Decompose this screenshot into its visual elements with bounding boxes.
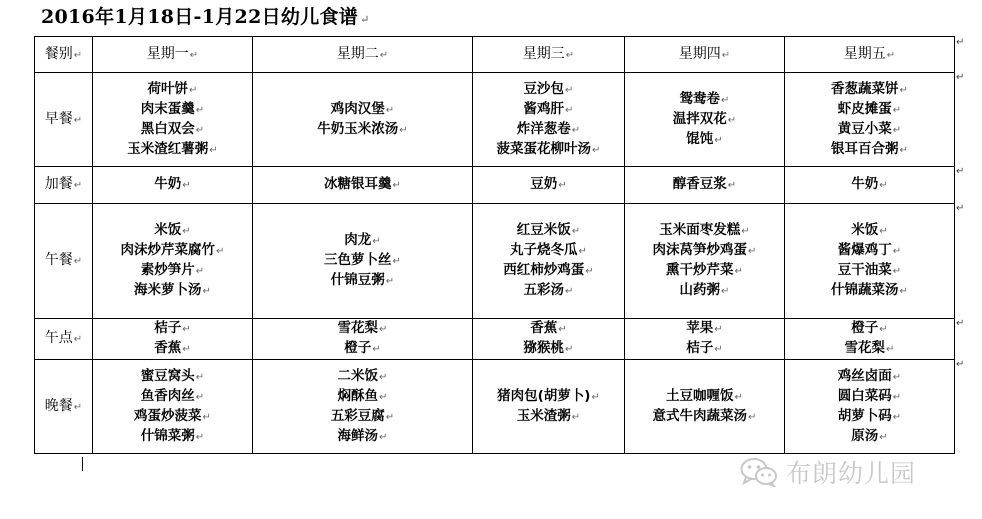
menu-item-text: 米饭 (154, 222, 182, 238)
menu-item (473, 221, 624, 241)
paragraph-mark: ↵ (892, 246, 902, 257)
paragraph-mark: ↵ (721, 94, 730, 106)
menu-item (473, 339, 624, 359)
paragraph-mark: ↵ (892, 266, 902, 277)
menu-item (625, 319, 784, 339)
menu-cell (625, 319, 785, 360)
menu-item-text: 丸子烧冬瓜 (510, 242, 578, 258)
menu-item (785, 175, 954, 195)
menu-cell (785, 319, 955, 360)
menu-item (785, 427, 954, 447)
corner-header-label: 餐别 (44, 45, 73, 62)
meal-label-cell (35, 204, 93, 319)
menu-item-text: 猕猴桃 (523, 340, 565, 356)
menu-item (785, 261, 954, 281)
row-end-mark: ↵ (956, 166, 965, 177)
menu-item-text: 红豆米饭 (516, 222, 571, 238)
menu-item (253, 339, 472, 359)
day-header-label: 星期五 (843, 45, 886, 62)
day-header-cell (785, 37, 955, 73)
menu-item (625, 407, 784, 427)
corner-header-cell (35, 37, 93, 73)
row-end-mark: ↵ (956, 72, 965, 83)
paragraph-mark: ↵ (73, 401, 83, 413)
table-header-row (35, 37, 955, 73)
menu-item (625, 261, 784, 281)
paragraph-mark: ↵ (565, 84, 574, 96)
meal-label-cell (35, 73, 93, 167)
menu-item-text: 香蕉 (154, 340, 182, 356)
menu-item-text: 熏干炒芹菜 (666, 262, 734, 278)
row-end-mark: ↵ (956, 318, 965, 329)
paragraph-mark: ↵ (558, 324, 567, 335)
menu-item-text: 酱爆鸡丁 (837, 242, 892, 258)
meal-row (35, 319, 955, 360)
paragraph-mark: ↵ (379, 371, 388, 383)
menu-cell (253, 167, 473, 204)
menu-item-text: 肉龙 (344, 232, 372, 248)
menu-item (93, 367, 252, 387)
menu-item (253, 175, 472, 195)
paragraph-mark: ↵ (892, 411, 902, 423)
menu-item-text: 鸡蛋炒菠菜 (134, 407, 202, 424)
menu-item (253, 271, 472, 291)
paragraph-mark: ↵ (385, 104, 395, 116)
meal-row (35, 73, 955, 167)
paragraph-mark: ↵ (195, 266, 205, 277)
paragraph-mark: ↵ (399, 124, 408, 136)
menu-item (253, 231, 472, 251)
menu-item (93, 241, 252, 261)
day-header-cell (625, 37, 785, 73)
menu-item-text: 什锦豆粥 (330, 272, 385, 288)
paragraph-mark: ↵ (879, 226, 888, 237)
paragraph-mark: ↵ (892, 124, 902, 136)
paragraph-mark: ↵ (73, 256, 83, 267)
paragraph-mark: ↵ (385, 276, 395, 287)
paragraph-mark: ↵ (721, 286, 730, 297)
menu-item (785, 100, 954, 120)
paragraph-mark: ↵ (202, 411, 211, 423)
menu-item-text: 豆奶 (530, 176, 558, 192)
menu-item-text: 肉沫莴笋炒鸡蛋 (652, 242, 748, 258)
meal-label: 加餐 (44, 176, 73, 192)
menu-item-text: 橙子 (344, 340, 372, 356)
menu-cell (253, 360, 473, 454)
day-header-cell (473, 37, 625, 73)
paragraph-mark: ↵ (195, 431, 205, 443)
paragraph-mark: ↵ (571, 411, 581, 423)
menu-cell (625, 73, 785, 167)
menu-item-text: 肉末蛋羹 (140, 100, 195, 117)
row-end-mark: ↵ (956, 359, 965, 370)
menu-cell (785, 360, 955, 454)
menu-item-text: 什锦蔬菜汤 (831, 282, 899, 298)
paragraph-mark: ↵ (741, 226, 750, 237)
menu-item (785, 339, 954, 359)
paragraph-mark: ↵ (195, 124, 205, 136)
menu-item (785, 80, 954, 100)
menu-item (625, 110, 784, 130)
menu-item (473, 175, 624, 195)
paragraph-mark: ↵ (565, 104, 574, 116)
menu-item (625, 90, 784, 110)
paragraph-mark: ↵ (892, 104, 902, 116)
paragraph-mark: ↵ (727, 114, 737, 126)
menu-item-text: 桔子 (686, 340, 714, 356)
menu-item-text: 桔子 (154, 320, 182, 336)
menu-item (253, 100, 472, 120)
paragraph-mark: ↵ (892, 371, 902, 383)
menu-item (625, 339, 784, 359)
menu-item-text: 海鲜汤 (337, 427, 379, 444)
paragraph-mark: ↵ (571, 226, 581, 237)
row-end-mark: ↵ (956, 37, 965, 48)
paragraph-mark: ↵ (195, 391, 205, 403)
menu-item (93, 100, 252, 120)
menu-item-text: 黄豆小菜 (837, 120, 892, 137)
menu-item-text: 什锦菜粥 (140, 427, 195, 444)
menu-item-text: 蜜豆窝头 (140, 367, 195, 384)
menu-item (93, 221, 252, 241)
menu-item-text: 牛奶玉米浓汤 (317, 120, 399, 137)
meal-label: 午餐 (44, 252, 73, 268)
menu-item-text: 猪肉包(胡萝卜) (497, 387, 591, 404)
watermark (740, 454, 916, 490)
menu-item-text: 西红柿炒鸡蛋 (503, 262, 585, 278)
day-header-label: 星期一 (146, 45, 189, 62)
menu-item-text: 玉米渣粥 (516, 407, 571, 424)
menu-item (785, 221, 954, 241)
day-header-cell (93, 37, 253, 73)
paragraph-mark: ↵ (879, 431, 888, 443)
menu-item (473, 261, 624, 281)
menu-item-text: 香蕉 (530, 320, 558, 336)
menu-item-text: 五彩汤 (523, 282, 565, 298)
menu-item (253, 251, 472, 271)
menu-cell (473, 319, 625, 360)
menu-item (93, 319, 252, 339)
document-title (41, 2, 370, 29)
menu-item-text: 焖酥鱼 (337, 387, 379, 404)
paragraph-mark: ↵ (379, 391, 388, 403)
menu-item (625, 387, 784, 407)
paragraph-mark: ↵ (202, 286, 211, 297)
menu-cell (473, 204, 625, 319)
meal-label-cell (35, 167, 93, 204)
paragraph-mark: ↵ (558, 180, 567, 191)
menu-item (93, 80, 252, 100)
menu-item (93, 339, 252, 359)
paragraph-mark: ↵ (182, 344, 191, 355)
menu-item-text: 鸡肉汉堡 (330, 100, 385, 117)
menu-item-text: 鱼香肉丝 (140, 387, 195, 404)
menu-item (93, 120, 252, 140)
paragraph-mark: ↵ (182, 324, 191, 335)
paragraph-mark: ↵ (734, 266, 743, 277)
paragraph-mark: ↵ (886, 49, 896, 61)
menu-item (625, 281, 784, 301)
menu-item-text: 肉沫炒芹菜腐竹 (120, 242, 216, 258)
wechat-icon (740, 457, 778, 487)
paragraph-mark: ↵ (748, 411, 757, 423)
day-header-label: 星期三 (522, 45, 565, 62)
menu-item (93, 281, 252, 301)
menu-item-text: 炸洋葱卷 (516, 120, 571, 137)
menu-table (34, 36, 955, 454)
menu-item (785, 140, 954, 160)
menu-cell (93, 73, 253, 167)
menu-item-text: 银耳百合粥 (831, 140, 899, 157)
menu-item (473, 319, 624, 339)
menu-item (473, 140, 624, 160)
menu-item (473, 120, 624, 140)
menu-item-text: 冰糖银耳羹 (324, 176, 392, 192)
meal-label: 早餐 (44, 110, 73, 127)
menu-item (93, 387, 252, 407)
menu-item (785, 120, 954, 140)
paragraph-mark: ↵ (565, 286, 574, 297)
menu-item (473, 407, 624, 427)
menu-item-text: 牛奶 (851, 176, 879, 192)
menu-item (253, 319, 472, 339)
paragraph-mark: ↵ (565, 49, 575, 61)
menu-item (93, 427, 252, 447)
paragraph-mark: ↵ (195, 371, 205, 383)
menu-item (93, 175, 252, 195)
meal-label: 午点 (44, 330, 73, 346)
paragraph-mark: ↵ (571, 124, 581, 136)
menu-item-text: 三色萝卜丝 (324, 252, 392, 268)
menu-item-text: 土豆咖喱饭 (666, 387, 734, 404)
paragraph-mark: ↵ (189, 49, 199, 61)
paragraph-mark: ↵ (727, 180, 737, 191)
menu-item-text: 橙子 (851, 320, 879, 336)
menu-item-text: 二米饭 (337, 367, 379, 384)
menu-item-text: 虾皮摊蛋 (837, 100, 892, 117)
menu-item-text: 牛奶 (154, 176, 182, 192)
meal-row (35, 167, 955, 204)
menu-cell (473, 167, 625, 204)
paragraph-mark: ↵ (879, 324, 888, 335)
menu-item-text: 苹果 (686, 320, 714, 336)
menu-item-text: 馄饨 (686, 130, 714, 147)
paragraph-mark: ↵ (73, 114, 83, 126)
menu-cell (93, 360, 253, 454)
paragraph-mark: ↵ (379, 431, 388, 443)
paragraph-mark: ↵ (385, 411, 395, 423)
menu-item-text: 雪花梨 (337, 320, 379, 336)
menu-item (473, 281, 624, 301)
menu-cell (473, 73, 625, 167)
menu-item (785, 367, 954, 387)
menu-item-text: 豆干油菜 (837, 262, 892, 278)
paragraph-mark: ↵ (899, 144, 908, 156)
row-end-mark: ↵ (956, 203, 965, 214)
paragraph-mark: ↵ (748, 246, 757, 257)
watermark-text: 布朗幼儿园 (786, 459, 917, 488)
paragraph-mark: ↵ (73, 334, 83, 345)
paragraph-mark: ↵ (899, 286, 908, 297)
menu-item-text: 原汤 (851, 427, 879, 444)
menu-cell (785, 167, 955, 204)
meal-row (35, 360, 955, 454)
meal-label-cell (35, 319, 93, 360)
menu-item (473, 241, 624, 261)
menu-item (93, 407, 252, 427)
paragraph-mark: ↵ (182, 180, 191, 191)
paragraph-mark: ↵ (879, 180, 888, 191)
menu-item-text: 玉米面枣发糕 (659, 222, 741, 238)
paragraph-mark: ↵ (591, 391, 600, 403)
paragraph-mark: ↵ (73, 180, 83, 191)
day-header-label: 星期四 (678, 45, 721, 62)
menu-item-text: 米饭 (851, 222, 879, 238)
paragraph-mark: ↵ (721, 49, 731, 61)
paragraph-mark: ↵ (565, 344, 574, 355)
menu-cell (93, 167, 253, 204)
menu-item-text: 意式牛肉蔬菜汤 (652, 407, 748, 424)
paragraph-mark: ↵ (379, 324, 388, 335)
menu-item-text: 海米萝卜汤 (134, 282, 202, 298)
menu-item (625, 175, 784, 195)
paragraph-mark: ↵ (372, 344, 381, 355)
paragraph-mark: ↵ (892, 391, 902, 403)
menu-cell (253, 73, 473, 167)
menu-item (253, 387, 472, 407)
menu-item-text: 五彩豆腐 (330, 407, 385, 424)
menu-item-text: 素炒笋片 (140, 262, 195, 278)
paragraph-mark: ↵ (578, 246, 587, 257)
menu-item-text: 鸳鸯卷 (679, 90, 721, 107)
menu-item (473, 80, 624, 100)
paragraph-mark: ↵ (372, 236, 381, 247)
menu-item (93, 140, 252, 160)
menu-item-text: 玉米渣红薯粥 (127, 140, 209, 157)
menu-item (625, 130, 784, 150)
menu-item-text: 荷叶饼 (147, 80, 189, 97)
menu-item-text: 鸡丝卤面 (837, 367, 892, 384)
paragraph-mark: ↵ (714, 324, 723, 335)
paragraph-mark: ↵ (379, 49, 389, 61)
menu-item (253, 367, 472, 387)
day-header-label: 星期二 (336, 45, 379, 62)
meal-row (35, 204, 955, 319)
menu-item (625, 241, 784, 261)
menu-item-text: 酱鸡肝 (523, 100, 565, 117)
menu-item (93, 261, 252, 281)
menu-cell (93, 319, 253, 360)
menu-item (785, 319, 954, 339)
menu-item (625, 221, 784, 241)
menu-item-text: 胡萝卜码 (837, 407, 892, 424)
menu-cell (253, 204, 473, 319)
menu-item (785, 387, 954, 407)
menu-item (785, 407, 954, 427)
day-header-cell (253, 37, 473, 73)
menu-cell (625, 167, 785, 204)
document-title-text: 2016年1月18日-1月22日幼儿食谱 (41, 6, 359, 28)
menu-item-text: 豆沙包 (523, 80, 565, 97)
menu-item (473, 100, 624, 120)
paragraph-mark: ↵ (714, 134, 723, 146)
paragraph-mark: ↵ (886, 344, 895, 355)
paragraph-mark: ↵ (216, 246, 225, 257)
menu-item-text: 菠菜蛋花柳叶汤 (496, 140, 592, 157)
menu-item (253, 407, 472, 427)
menu-cell (785, 204, 955, 319)
paragraph-mark: ↵ (714, 344, 723, 355)
paragraph-mark: ↵ (182, 226, 191, 237)
menu-cell (253, 319, 473, 360)
paragraph-mark: ↵ (189, 84, 198, 96)
menu-item (785, 241, 954, 261)
meal-label-cell (35, 360, 93, 454)
menu-item-text: 醇香豆浆 (672, 176, 727, 192)
paragraph-mark: ↵ (195, 104, 205, 116)
menu-cell (93, 204, 253, 319)
menu-item (785, 281, 954, 301)
menu-item-text: 圆白菜码 (837, 387, 892, 404)
menu-item (473, 387, 624, 407)
menu-cell (625, 204, 785, 319)
menu-item (253, 427, 472, 447)
menu-item-text: 黑白双会 (140, 120, 195, 137)
menu-item-text: 山药粥 (679, 282, 721, 298)
menu-item-text: 香葱蔬菜饼 (831, 80, 899, 97)
menu-item (253, 120, 472, 140)
paragraph-mark: ↵ (592, 144, 601, 156)
paragraph-mark: ↵ (209, 144, 218, 156)
menu-item-text: 雪花梨 (844, 340, 886, 356)
menu-cell (785, 73, 955, 167)
text-cursor (82, 457, 83, 471)
paragraph-mark: ↵ (392, 180, 401, 191)
paragraph-mark: ↵ (899, 84, 908, 96)
paragraph-mark: ↵ (734, 391, 743, 403)
menu-cell (473, 360, 625, 454)
paragraph-mark: ↵ (585, 266, 594, 277)
paragraph-mark: ↵ (73, 49, 83, 61)
paragraph-mark: ↵ (392, 256, 401, 267)
menu-item-text: 温拌双花 (672, 110, 727, 127)
menu-cell (625, 360, 785, 454)
paragraph-mark: ↵ (360, 13, 370, 26)
meal-label: 晚餐 (44, 397, 73, 414)
